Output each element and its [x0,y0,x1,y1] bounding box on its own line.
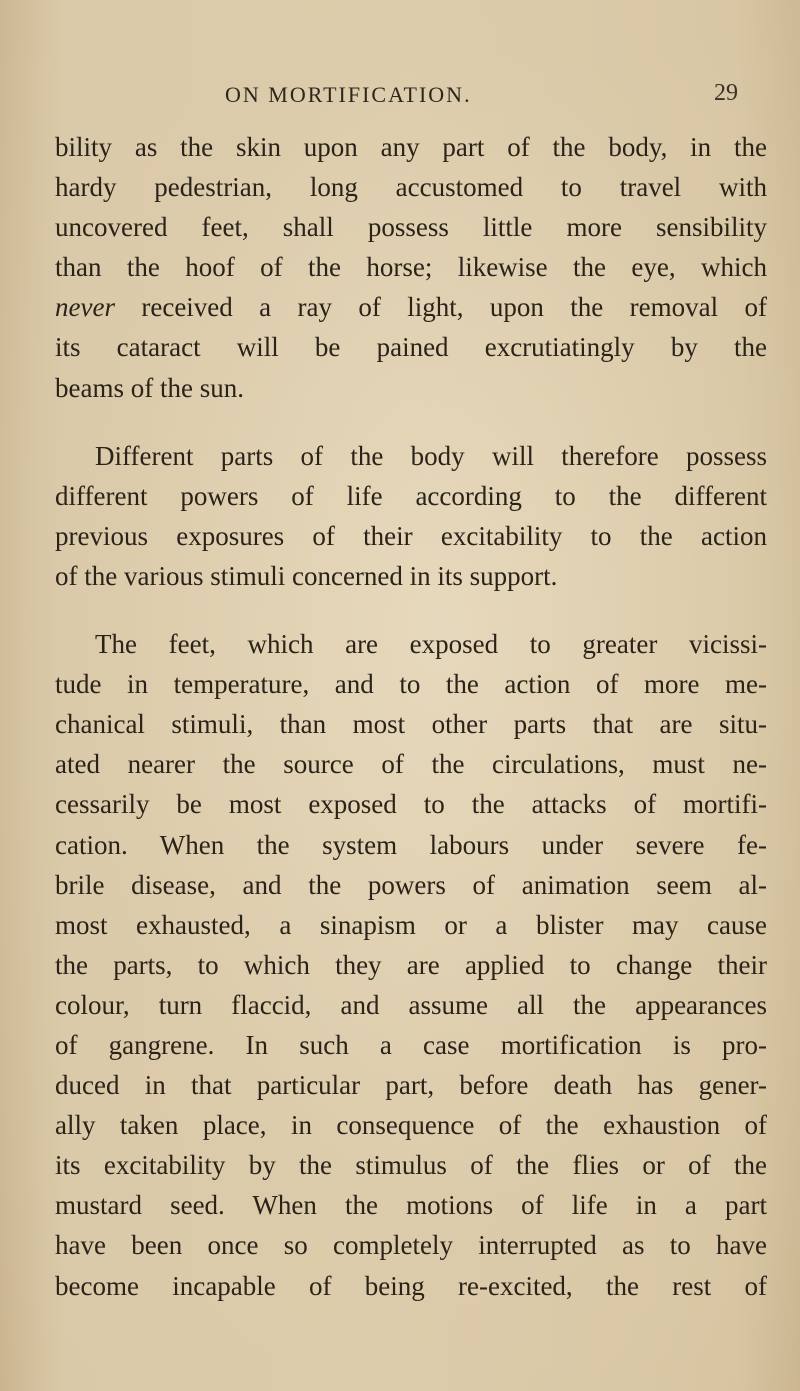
paragraph-3 [55,624,767,1306]
text-line: its excitability by the stimulus of the flies or of the [55,1150,767,1181]
text-line: cessarily be most exposed to the attacks of mortifi- [55,789,767,820]
running-head: ON MORTIFICATION. [225,82,472,107]
text-line: mustard seed. When the motions of life in a part [55,1190,767,1221]
text-line: duced in that particular part, before death has gener- [55,1070,767,1101]
body-text [55,127,767,1306]
text-line: beams of the sun. [55,372,244,403]
text-line: than the hoof of the horse; likewise the eye, which [55,252,767,283]
page-header [0,82,800,112]
text-line: most exhausted, a sinapism or a blister may cause [55,909,767,940]
page-number: 29 [714,80,738,106]
text-line: tude in temperature, and to the action of more me- [55,669,767,700]
text-line: of the various stimuli concerned in its support. [55,560,558,591]
text-line: hardy pedestrian, long accustomed to travel with [55,172,767,203]
text-line: have been once so completely interrupted as to have [55,1230,767,1261]
text-line: the parts, to which they are applied to change their [55,949,767,980]
text-line: The feet, which are exposed to greater vicissi- [95,629,767,660]
paragraph-1 [55,127,767,408]
text-line: different powers of life according to the different [55,480,767,511]
text-line: of gangrene. In such a case mortification is pro- [55,1029,767,1060]
text-line: cation. When the system labours under severe fe- [55,829,767,860]
text-line-rest: received a ray of light, upon the removal of [141,292,768,323]
text-line: Different parts of the body will therefore possess [95,440,767,471]
text-line: its cataract will be pained excrutiatingly by the [55,332,767,363]
paragraph-2 [55,436,767,596]
text-line: ally taken place, in consequence of the exhaustion of [55,1110,767,1141]
text-line: uncovered feet, shall possess little more sensibility [55,212,767,243]
text-line: brile disease, and the powers of animation seem al- [55,869,767,900]
text-line [55,287,767,327]
text-line: bility as the skin upon any part of the body, in the [55,132,767,162]
italic-word: never [55,292,115,323]
text-line: ated nearer the source of the circulations, must ne- [55,749,767,780]
text-line: colour, turn flaccid, and assume all the appearances [55,989,767,1020]
text-line: chanical stimuli, than most other parts that are situ- [55,709,767,740]
text-line: become incapable of being re-excited, the rest of [55,1270,767,1301]
text-line: previous exposures of their excitability to the action [55,520,767,551]
